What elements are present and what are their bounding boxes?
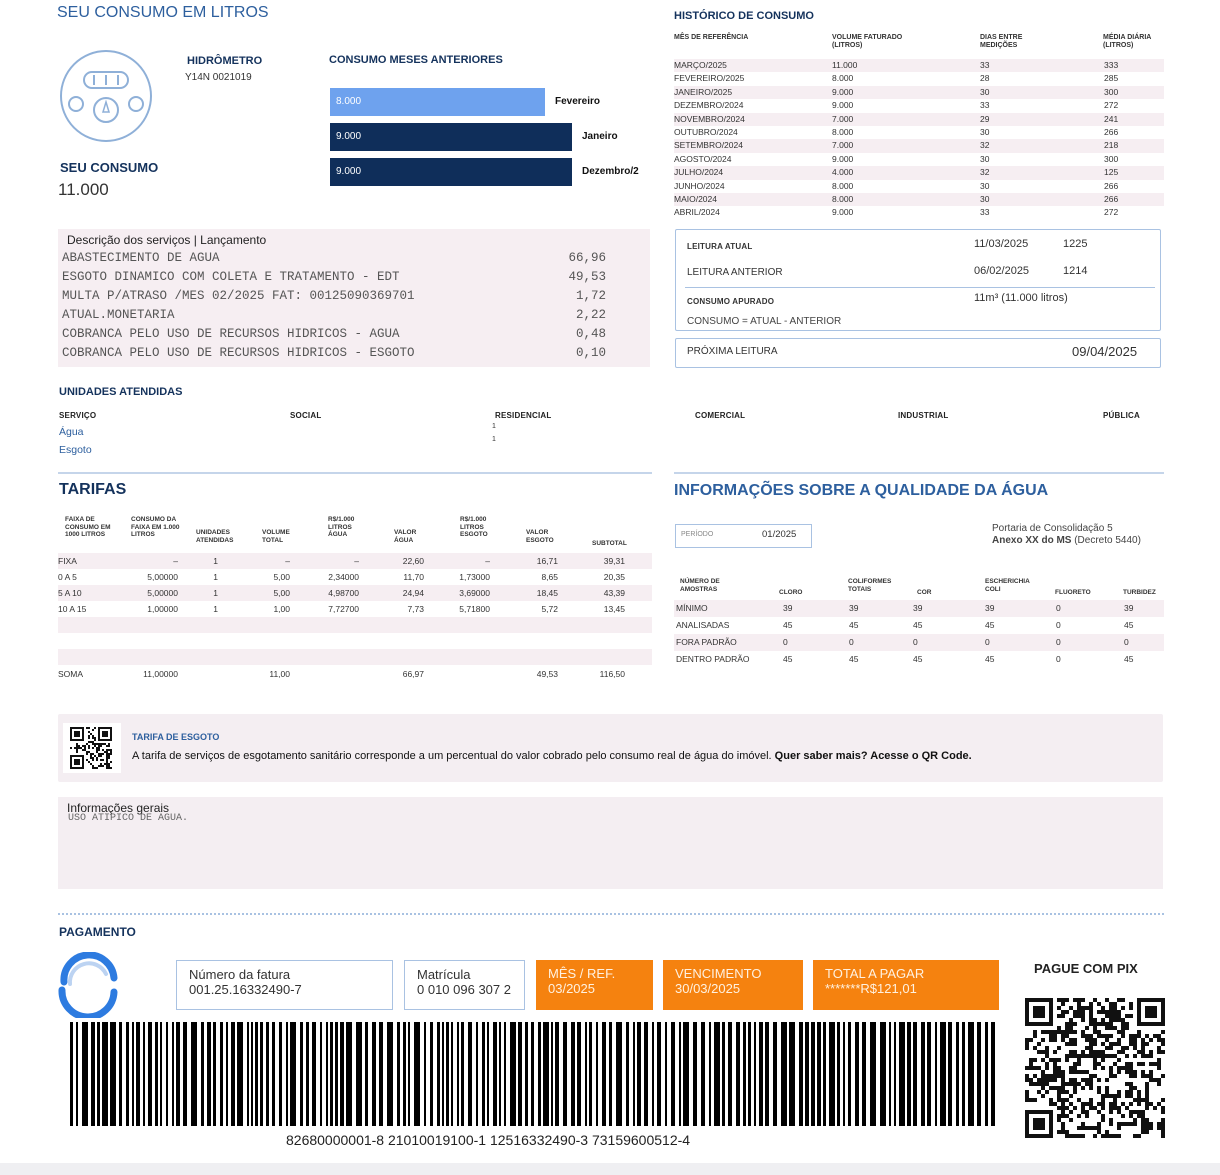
table-cell: 7.000 [832, 113, 854, 124]
table-cell: 45 [913, 620, 923, 630]
hist-header-volume: VOLUME FATURADO (LITROS) [832, 34, 903, 49]
table-cell: 0 [1056, 603, 1061, 613]
historico-title: HISTÓRICO DE CONSUMO [674, 10, 814, 22]
tar-header-consumo: CONSUMO DA FAIXA EM 1.000 LITROS [131, 516, 180, 538]
table-cell: AGOSTO/2024 [674, 153, 732, 164]
barcode-icon [70, 1022, 998, 1126]
table-cell: 11,00000 [143, 669, 178, 679]
vencimento-value: 30/03/2025 [675, 981, 741, 996]
table-cell: 39 [783, 603, 793, 613]
hist-header-media: MÉDIA DIÁRIA (LITROS) [1103, 34, 1152, 49]
periodo-value: 01/2025 [762, 529, 797, 540]
pix-qr-code-icon[interactable] [1025, 998, 1165, 1138]
table-cell: 285 [1104, 73, 1119, 84]
servico-value: 49,53 [568, 270, 606, 284]
table-cell: 29 [980, 113, 990, 124]
info-gerais-text: USO ATIPICO DE AGUA. [68, 813, 189, 824]
list-item [62, 325, 606, 344]
table-cell: 45 [913, 654, 923, 664]
table-cell: 13,45 [603, 604, 625, 614]
table-row [58, 617, 652, 633]
table-cell: 33 [980, 100, 990, 111]
q-header-fluoreto: FLUORETO [1055, 589, 1091, 596]
table-cell: 11.000 [832, 60, 858, 70]
servico-desc: COBRANCA PELO USO DE RECURSOS HIDRICOS - ESGOTO [62, 346, 415, 360]
periodo-label: PERÍODO [681, 531, 714, 538]
tarifa-esgoto-text-main: A tarifa de serviços de esgotamento sanitário corresponde a um percentual do valor cobrado pelo consumo real de água do imóvel. [132, 750, 775, 762]
matricula-box [404, 960, 525, 1010]
consumo-apurado-label: CONSUMO APURADO [687, 297, 775, 306]
table-cell: 30 [980, 180, 990, 191]
table-cell: FORA PADRÃO [676, 637, 737, 647]
table-cell: 0 [985, 637, 990, 647]
bar-value-label: 8.000 [336, 96, 362, 107]
unidade-servico-agua: Água [59, 426, 84, 438]
tar-header-rs-agua: R$/1.000 LITROS ÁGUA [328, 516, 355, 538]
table-cell: 218 [1104, 140, 1119, 151]
table-cell: MARÇO/2025 [674, 60, 727, 70]
table-cell: 5,71800 [459, 604, 490, 614]
numero-fatura-box [176, 960, 393, 1010]
table-cell: 39 [913, 603, 923, 613]
table-cell: 30 [980, 127, 990, 137]
table-cell: 1 [213, 556, 218, 566]
table-cell: 8.000 [832, 194, 854, 204]
table-cell: 7,72700 [328, 604, 359, 614]
table-cell: FIXA [58, 556, 77, 566]
q-header-amostras: NÚMERO DE AMOSTRAS [680, 578, 720, 593]
hist-header-mes: MÊS DE REFERÊNCIA [674, 34, 749, 41]
table-cell: SOMA [58, 669, 84, 679]
table-cell: ANALISADAS [676, 620, 730, 630]
servico-desc: ATUAL.MONETARIA [62, 308, 175, 322]
table-cell: 5,72 [541, 604, 558, 614]
table-cell: OUTUBRO/2024 [674, 127, 738, 137]
page-bottom-strip [0, 1163, 1220, 1175]
mes-ref-box [536, 960, 653, 1010]
hidrometro-value: Y14N 0021019 [185, 72, 252, 83]
table-cell: 300 [1104, 86, 1119, 97]
water-meter-icon [58, 48, 154, 144]
hist-header-dias: DIAS ENTRE MEDIÇÕES [980, 34, 1023, 49]
table-cell: NOVEMBRO/2024 [674, 113, 745, 124]
table-cell: JULHO/2024 [674, 167, 724, 178]
bar-3 [330, 158, 572, 186]
table-cell: 266 [1104, 180, 1119, 191]
mes-ref-value: 03/2025 [548, 981, 595, 996]
table-cell: ABRIL/2024 [674, 207, 720, 218]
table-cell: 16,71 [536, 556, 558, 566]
table-cell: 30 [980, 153, 990, 164]
table-cell: 8.000 [832, 73, 854, 84]
unidade-servico-esgoto: Esgoto [59, 444, 92, 456]
table-cell: – [173, 556, 178, 566]
table-cell: 9.000 [832, 86, 854, 97]
table-cell: DENTRO PADRÃO [676, 654, 750, 664]
total-box [813, 960, 999, 1010]
table-row [674, 206, 1164, 219]
table-cell: 9.000 [832, 207, 854, 218]
table-cell: – [285, 556, 290, 566]
table-cell: 49,53 [536, 669, 558, 679]
pix-label: PAGUE COM PIX [1034, 961, 1138, 976]
table-cell: 0 [1056, 620, 1061, 630]
mes-ref-label: MÊS / REF. [548, 966, 616, 981]
table-row [674, 600, 1164, 617]
table-row [58, 585, 652, 601]
leitura-anterior-label: LEITURA ANTERIOR [687, 267, 783, 278]
table-cell: SETEMBRO/2024 [674, 140, 743, 151]
table-row [674, 126, 1164, 139]
matricula-label: Matrícula [417, 967, 471, 982]
table-cell: 0 [849, 637, 854, 647]
table-cell: DEZEMBRO/2024 [674, 100, 744, 111]
consumo-section-title: SEU CONSUMO EM LITROS [57, 4, 269, 21]
vencimento-label: VENCIMENTO [675, 966, 762, 981]
unidades-header-social: SOCIAL [290, 411, 322, 420]
hidrometro-label: HIDRÔMETRO [187, 55, 263, 67]
seu-consumo-label: SEU CONSUMO [60, 160, 159, 175]
table-cell: 30 [980, 86, 990, 97]
table-cell: 333 [1104, 60, 1119, 70]
table-row [674, 72, 1164, 85]
table-cell: 22,60 [402, 556, 424, 566]
table-row [674, 180, 1164, 193]
table-cell: 45 [1124, 654, 1134, 664]
pagamento-divider [58, 913, 1164, 915]
table-cell: JUNHO/2024 [674, 180, 725, 191]
tarifa-esgoto-title: TARIFA DE ESGOTO [132, 732, 220, 742]
tar-header-valor-esgoto: VALOR ESGOTO [526, 529, 554, 544]
table-cell: 39 [849, 603, 859, 613]
table-cell: 45 [985, 620, 995, 630]
divider-qualidade [674, 472, 1164, 474]
list-item [62, 249, 606, 268]
table-row [674, 166, 1164, 179]
table-cell: 9.000 [832, 100, 854, 111]
table-cell: 272 [1104, 207, 1119, 218]
bar-value-label: 9.000 [336, 131, 362, 142]
table-cell: 0 [1124, 637, 1129, 647]
tarifa-esgoto-box [58, 714, 1163, 782]
seu-consumo-value: 11.000 [58, 180, 109, 199]
leitura-anterior-date: 06/02/2025 [974, 265, 1030, 277]
qr-code-icon[interactable] [70, 727, 112, 769]
table-cell: – [354, 556, 359, 566]
bar-category-label: Fevereiro [555, 96, 601, 107]
servico-desc: COBRANCA PELO USO DE RECURSOS HIDRICOS - AGUA [62, 327, 400, 341]
table-cell: 30 [980, 194, 990, 204]
table-cell: 241 [1104, 113, 1119, 124]
vencimento-box [663, 960, 803, 1010]
table-cell: 1,73000 [459, 572, 490, 582]
table-cell: 8,65 [541, 572, 558, 582]
info-gerais-title: Informações gerais [67, 801, 170, 815]
tar-header-faixa: FAIXA DE CONSUMO EM 1000 LITROS [65, 516, 111, 538]
leitura-atual-value: 1225 [1063, 238, 1088, 250]
table-cell: 10 A 15 [58, 604, 87, 614]
leitura-atual-date: 11/03/2025 [974, 238, 1029, 250]
unidades-header-residencial: RESIDENCIAL [495, 411, 552, 420]
table-cell: 4,98700 [328, 588, 359, 598]
leitura-divider [685, 287, 1155, 288]
table-row [674, 634, 1164, 651]
unidade-residencial-agua: 1 [492, 423, 496, 430]
table-row [674, 86, 1164, 99]
table-cell: 8.000 [832, 180, 854, 191]
table-row [674, 59, 1164, 72]
list-item [62, 344, 606, 363]
leitura-atual-label: LEITURA ATUAL [687, 242, 753, 251]
servico-value: 2,22 [575, 308, 606, 322]
table-cell: 9.000 [832, 153, 854, 164]
table-cell: 116,50 [599, 669, 625, 679]
table-row [58, 601, 652, 617]
portaria-decreto: (Decreto 5440) [1071, 535, 1141, 546]
table-row [674, 113, 1164, 126]
table-cell: 45 [783, 620, 793, 630]
table-row [58, 553, 652, 569]
table-cell: 1 [213, 604, 218, 614]
table-cell: 33 [980, 60, 990, 70]
q-header-cor: COR [917, 589, 932, 596]
tar-header-volume: VOLUME TOTAL [262, 529, 290, 544]
table-row [58, 666, 652, 682]
servico-desc: ESGOTO DINAMICO COM COLETA E TRATAMENTO - EDT [62, 270, 400, 284]
servicos-title: Descrição dos serviços | Lançamento [67, 233, 267, 247]
table-cell: 1 [213, 588, 218, 598]
table-cell: MAIO/2024 [674, 194, 717, 204]
tarifas-title: TARIFAS [59, 481, 127, 498]
table-cell: 66,97 [402, 669, 424, 679]
table-cell: 8.000 [832, 127, 854, 137]
table-cell: 5 A 10 [58, 588, 82, 598]
total-value: *******R$121,01 [825, 981, 917, 996]
unidades-header-industrial: INDUSTRIAL [898, 411, 949, 420]
numero-fatura-value: 001.25.16332490-7 [189, 982, 302, 997]
table-cell: 11,00 [269, 669, 290, 679]
table-cell: 5,00000 [147, 572, 178, 582]
matricula-value: 0 010 096 307 2 [417, 982, 511, 997]
consumo-apurado-value: 11m³ (11.000 litros) [974, 292, 1068, 304]
list-item [62, 306, 606, 325]
consumo-meses-title: CONSUMO MESES ANTERIORES [329, 54, 503, 66]
table-cell: 0 [1056, 637, 1061, 647]
table-cell: 45 [849, 654, 859, 664]
table-cell: 272 [1104, 100, 1119, 111]
table-cell: 39,31 [603, 556, 625, 566]
proxima-leitura-date: 09/04/2025 [1072, 344, 1138, 359]
proxima-leitura-label: PRÓXIMA LEITURA [687, 346, 778, 357]
table-cell: 5,00000 [147, 588, 178, 598]
table-row [674, 139, 1164, 152]
table-cell: 32 [980, 140, 990, 151]
q-header-cloro: CLORO [779, 589, 803, 596]
servico-value: 0,10 [575, 346, 606, 360]
table-cell: 7.000 [832, 140, 854, 151]
table-cell: 1,00000 [147, 604, 178, 614]
table-row [674, 153, 1164, 166]
unidades-header-publica: PÚBLICA [1103, 411, 1140, 420]
table-row [674, 617, 1164, 634]
bar-2 [330, 123, 572, 151]
table-cell: 3,69000 [459, 588, 490, 598]
table-cell: 45 [849, 620, 859, 630]
table-cell: 300 [1104, 153, 1119, 164]
table-cell: 4.000 [832, 167, 854, 178]
q-header-escherichia: ESCHERICHIA COLI [985, 578, 1030, 593]
bar-value-label: 9.000 [336, 166, 362, 177]
table-cell: 0 [913, 637, 918, 647]
table-row [674, 651, 1164, 668]
qualidade-title: INFORMAÇÕES SOBRE A QUALIDADE DA ÁGUA [674, 482, 1049, 499]
table-cell: 33 [980, 207, 990, 218]
servico-desc: ABASTECIMENTO DE AGUA [62, 251, 220, 265]
table-cell: 45 [1124, 620, 1134, 630]
pagamento-title: PAGAMENTO [59, 925, 136, 939]
table-cell: 24,94 [402, 588, 424, 598]
table-cell: 0 [783, 637, 788, 647]
table-row [674, 193, 1164, 206]
table-cell: 39 [985, 603, 995, 613]
consumo-formula: CONSUMO = ATUAL - ANTERIOR [687, 316, 842, 327]
bar-category-label: Dezembro/2 [582, 166, 639, 177]
divider-tarifas [58, 472, 652, 474]
numero-fatura-label: Número da fatura [189, 967, 291, 982]
table-cell: 266 [1104, 194, 1119, 204]
table-row [674, 99, 1164, 112]
table-cell: – [485, 556, 490, 566]
tarifa-esgoto-text-bold: Quer saber mais? Acesse o QR Code. [774, 750, 972, 762]
table-cell: 1,00 [273, 604, 290, 614]
servico-desc: MULTA P/ATRASO /MES 02/2025 FAT: 00125090369701 [62, 289, 415, 303]
unidades-header-servico: SERVIÇO [59, 411, 97, 420]
table-cell: 28 [980, 73, 990, 84]
list-item [62, 287, 606, 306]
unidade-residencial-esgoto: 1 [492, 436, 496, 443]
company-logo-icon [56, 952, 122, 1018]
tarifa-esgoto-text [132, 750, 1152, 762]
tar-header-valor-agua: VALOR ÁGUA [394, 529, 417, 544]
total-label: TOTAL A PAGAR [825, 966, 925, 981]
table-cell: 32 [980, 167, 990, 178]
table-cell: 266 [1104, 127, 1119, 137]
table-cell: 7,73 [407, 604, 424, 614]
table-row [58, 649, 652, 665]
table-cell: FEVEREIRO/2025 [674, 73, 745, 84]
q-header-coliformes: COLIFORMES TOTAIS [848, 578, 892, 593]
table-cell: JANEIRO/2025 [674, 86, 733, 97]
portaria-line2 [992, 535, 1141, 546]
table-cell: 20,35 [603, 572, 625, 582]
table-cell: MÍNIMO [676, 603, 708, 613]
leitura-anterior-value: 1214 [1063, 265, 1088, 277]
tar-header-rs-esgoto: R$/1.000 LITROS ESGOTO [460, 516, 488, 538]
table-cell: 2,34000 [328, 572, 359, 582]
servico-value: 66,96 [568, 251, 606, 265]
table-cell: 11,70 [403, 572, 424, 582]
table-cell: 18,45 [536, 588, 558, 598]
servico-value: 0,48 [575, 327, 606, 341]
info-gerais-box [58, 797, 1163, 889]
table-cell: 45 [985, 654, 995, 664]
servico-value: 1,72 [575, 289, 606, 303]
table-cell: 5,00 [273, 588, 290, 598]
table-cell: 45 [783, 654, 793, 664]
unidades-title: UNIDADES ATENDIDAS [59, 386, 183, 398]
table-cell: 0 [1056, 654, 1061, 664]
list-item [62, 268, 606, 287]
tar-header-subtotal: SUBTOTAL [592, 540, 627, 547]
table-cell: 125 [1104, 167, 1119, 178]
barcode-number: 82680000001-8 21010019100-1 12516332490-3 73159600512-4 [286, 1132, 691, 1148]
bar-category-label: Janeiro [582, 131, 618, 142]
table-cell: 0 A 5 [58, 572, 77, 582]
unidades-header-comercial: COMERCIAL [695, 411, 746, 420]
table-cell: 39 [1124, 603, 1134, 613]
table-cell: 5,00 [273, 572, 290, 582]
q-header-turbidez: TURBIDEZ [1123, 589, 1156, 596]
table-row [58, 569, 652, 585]
portaria-anexo: Anexo XX do MS [992, 535, 1072, 546]
table-cell: 1 [213, 572, 218, 582]
tar-header-unidades: UNIDADES ATENDIDAS [196, 529, 234, 544]
bar-1 [330, 88, 545, 116]
table-cell: 43,39 [603, 588, 625, 598]
portaria-line1: Portaria de Consolidação 5 [992, 523, 1113, 534]
